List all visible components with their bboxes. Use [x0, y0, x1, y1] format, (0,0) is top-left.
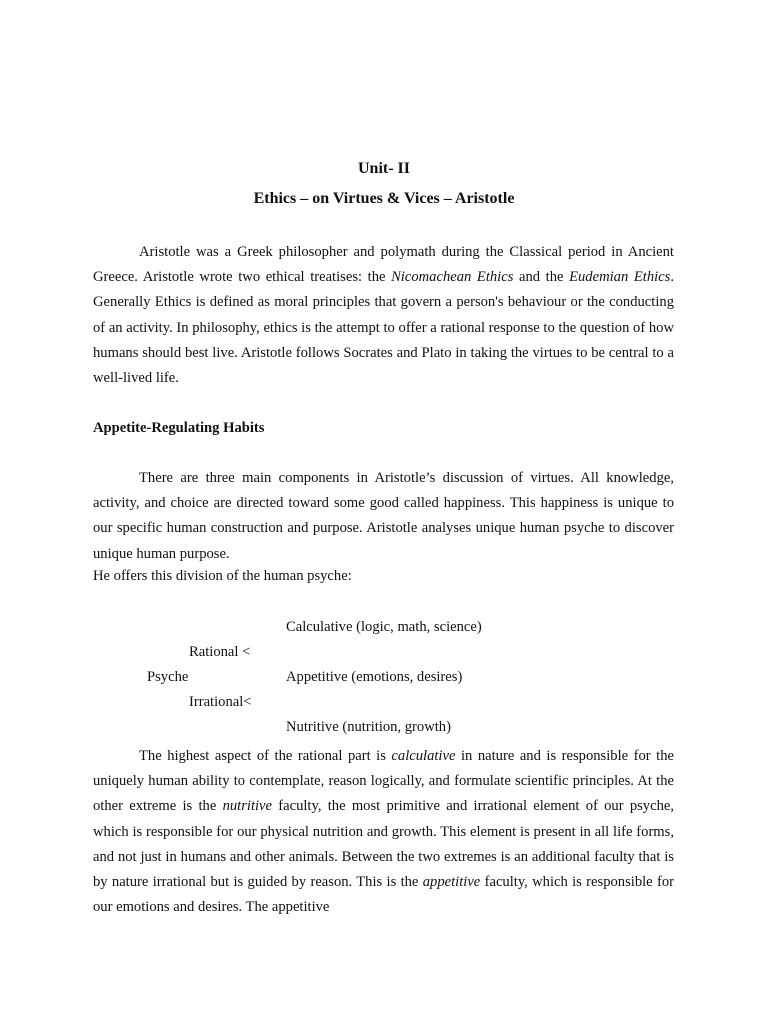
page-title: Ethics – on Virtues & Vices – Aristotle — [253, 190, 515, 207]
closing-text-3: faculty, the most primitive and irrational element of our psyche, which is responsible for our physical nutrition and growth. This element is present in all life forms, and not just in humans and other animals. Between the two extremes is an additional faculty that is by nature irrational but is guided by reason. This is the — [93, 798, 674, 891]
components-paragraph: There are three main components in Aristotle’s discussion of virtues. All knowledge, activity, and choice are directed toward some good called happiness. This happiness is unique to our specific human construction and purpose. Aristotle analyses unique human psyche to discover unique human purpose. — [93, 470, 674, 562]
diagram-psyche: Psyche — [147, 669, 189, 685]
closing-text-1: The highest aspect of the rational part is — [139, 748, 392, 764]
intro-emphasis-eudemian: Eudemian Ethics — [569, 269, 671, 286]
diagram-nutritive: Nutritive (nutrition, growth) — [286, 719, 451, 735]
intro-paragraph — [93, 240, 674, 391]
intro-text-3: . Generally Ethics is defined as moral principles that govern a person's behaviour or the conducting of an activity. In philosophy, ethics is the attempt to offer a rational response to the question of how humans should best live. Aristotle follows Socrates and Plato in taking the virtues to be central to a well-lived life. — [93, 269, 674, 387]
intro-text-2: and the — [513, 269, 570, 286]
section-heading: Appetite-Regulating Habits — [93, 420, 265, 436]
diagram-irrational: Irrational< — [189, 694, 252, 710]
diagram-calculative: Calculative (logic, math, science) — [286, 619, 482, 635]
closing-text-2: in nature and is responsible for the uniquely human ability to contemplate, reason logically, and formulate scientific principles. At the other extreme is the — [93, 748, 674, 815]
division-intro: He offers this division of the human psyche: — [93, 568, 352, 584]
closing-emphasis-appetitive: appetitive — [422, 874, 481, 891]
closing-emphasis-nutritive: nutritive — [222, 798, 273, 815]
closing-text-4: faculty, which is responsible for our emotions and desires. The appetitive — [93, 874, 674, 916]
diagram-appetitive: Appetitive (emotions, desires) — [286, 669, 463, 685]
intro-text-1: Aristotle was a Greek philosopher and polymath during the Classical period in Ancient Greece. Aristotle wrote two ethical treatises: the — [93, 244, 674, 286]
unit-heading: Unit- II — [357, 160, 410, 177]
intro-emphasis-nicomachean: Nicomachean Ethics — [391, 269, 514, 286]
closing-emphasis-calculative: calculative — [391, 748, 456, 764]
closing-paragraph — [93, 744, 674, 920]
diagram-rational: Rational < — [189, 644, 251, 660]
